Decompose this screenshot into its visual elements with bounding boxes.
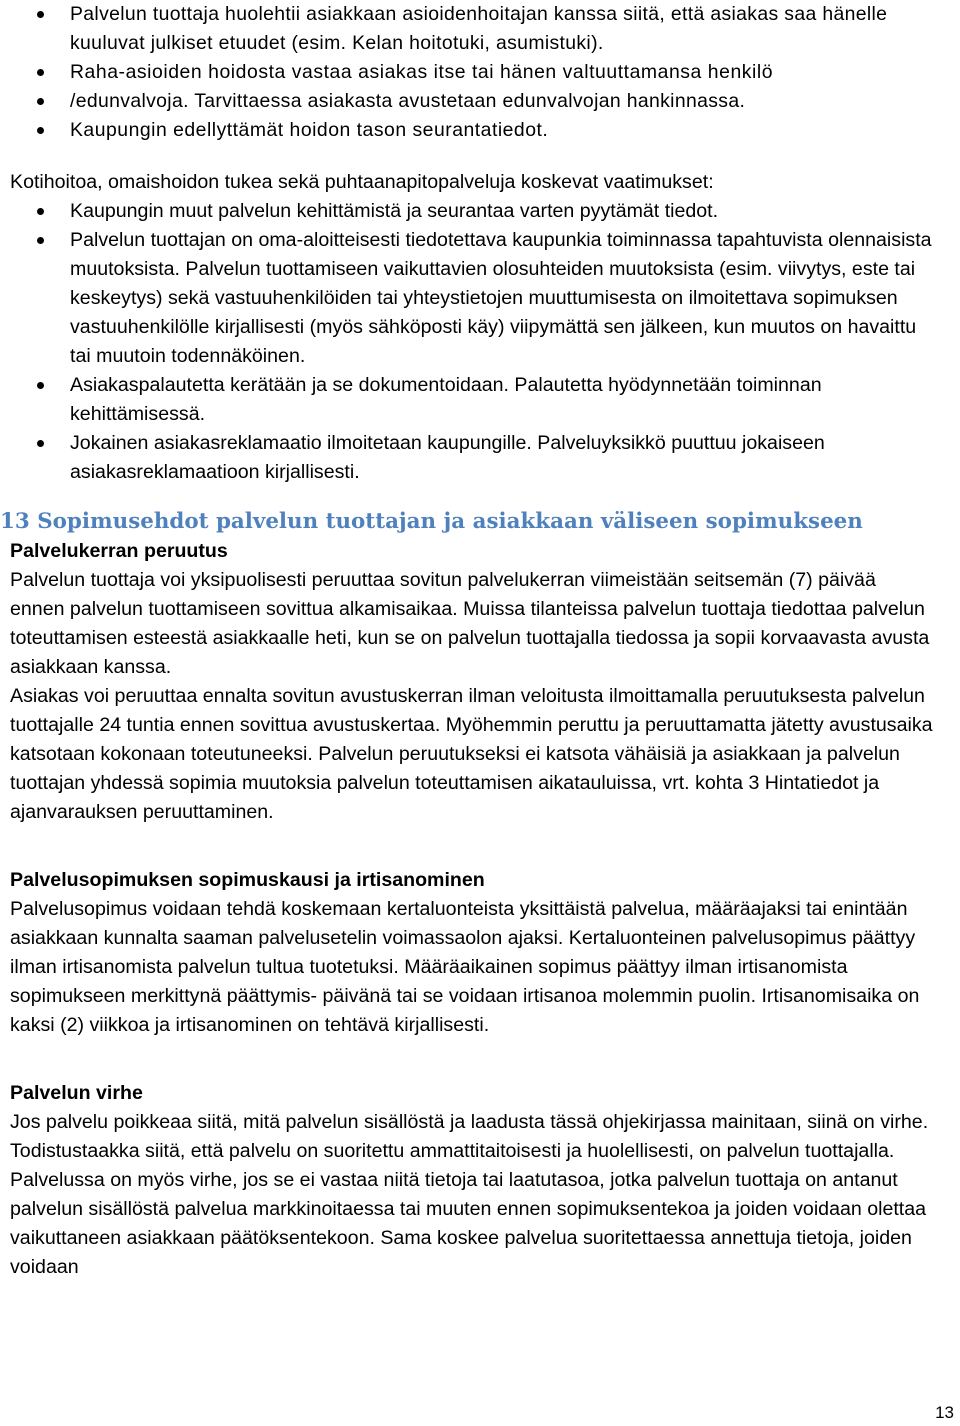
list-item: Raha-asioiden hoidosta vastaa asiakas itse tai hänen valtuuttamansa henkilö bbox=[10, 58, 935, 87]
bullet-list-top bbox=[10, 0, 935, 145]
list-item: Palvelun tuottajan on oma-aloitteisesti tiedotettava kaupunkia toiminnassa tapahtuvista olennaisista muutoksista. Palvelun tuottamiseen vaikuttavien olosuhteiden muutoksista (esim. viivytys, este tai keskeytys) sekä vastuuhenkilöiden tai yhteystietojen muuttumisesta on ilmoitettava sopimuksen vastuuhenkilölle kirjallisesti (myös sähköposti käy) viipymättä sen jälkeen, kun muutos on havaittu tai muutoin todennäköinen. bbox=[10, 226, 935, 371]
list-item: /edunvalvoja. Tarvittaessa asiakasta avustetaan edunvalvojan hankinnassa. bbox=[10, 87, 935, 116]
bullet-icon bbox=[37, 11, 44, 18]
bullet-icon bbox=[37, 440, 44, 447]
bullet-icon bbox=[37, 69, 44, 76]
paragraph: Palvelun tuottaja voi yksipuolisesti peruuttaa sovitun palvelukerran viimeistään seitsemän (7) päivää ennen palvelun tuottamiseen sovittua alkamisaikaa. Muissa tilanteissa palvelun tuottaja tiedottaa palvelun toteuttamisen esteestä asiakkaalle heti, kun se on palvelun tuottajalla tiedossa ja sopii korvaavasta avusta asiakkaan kanssa. bbox=[10, 569, 930, 678]
section-heading: 13 Sopimusehdot palvelun tuottajan ja asiakkaan väliseen sopimukseen bbox=[0, 509, 863, 534]
list-item: Asiakaspalautetta kerätään ja se dokumentoidaan. Palautetta hyödynnetään toiminnan kehittämisessä. bbox=[10, 371, 935, 429]
bullet-icon bbox=[37, 237, 44, 244]
page-number: 13 bbox=[935, 1403, 954, 1422]
bullet-icon bbox=[37, 208, 44, 215]
bullet-list-requirements bbox=[10, 197, 935, 487]
requirements-intro: Kotihoitoa, omaishoidon tukea sekä puhtaanapitopalveluja koskevat vaatimukset: bbox=[10, 171, 714, 193]
bullet-icon bbox=[37, 127, 44, 134]
subheading-cancellation: Palvelukerran peruutus bbox=[10, 540, 228, 562]
list-item: Kaupungin edellyttämät hoidon tason seurantatiedot. bbox=[10, 116, 935, 145]
paragraph: Jos palvelu poikkeaa siitä, mitä palvelun sisällöstä ja laadusta tässä ohjekirjassa mainitaan, siinä on virhe. Todistustaakka siitä, että palvelu on suoritettu ammattitaitoisesti ja huolellisesti, on palvelun tuottajalla. Palvelussa on myös virhe, jos se ei vastaa niitä tietoja tai laatutasoa, jotka palvelun tuottaja on antanut palvelun sisällöstä palvelua markkinoitaessa tai muuten ennen sopimuksentekoa ja joiden voidaan olettaa vaikuttaneen asiakkaan päätöksentekoon. Sama koskee palvelua suoritettaessa annettuja tietoja, joiden voidaan bbox=[10, 1111, 929, 1278]
subheading-contract-period: Palvelusopimuksen sopimuskausi ja irtisanominen bbox=[10, 869, 485, 891]
paragraph: Palvelusopimus voidaan tehdä koskemaan kertaluonteista yksittäistä palvelua, määräajaksi tai enintään asiakkaan kunnalta saaman palvelusetelin voimassaolon ajaksi. Kertaluonteinen palvelusopimus päättyy ilman irtisanomista palvelun tultua tuotetuksi. Määräaikainen sopimus päättyy ilman irtisanomista sopimukseen merkittynä päättymis- päivänä tai se voidaan irtisanoa molemmin puolin. Irtisanomisaika on kaksi (2) viikkoa ja irtisanominen on tehtävä kirjallisesti. bbox=[10, 898, 920, 1036]
list-item: Kaupungin muut palvelun kehittämistä ja seurantaa varten pyytämät tiedot. bbox=[10, 197, 935, 226]
list-item: Jokainen asiakasreklamaatio ilmoitetaan kaupungille. Palveluyksikkö puuttuu jokaiseen asiakasreklamaatioon kirjallisesti. bbox=[10, 429, 935, 487]
bullet-icon bbox=[37, 98, 44, 105]
paragraph: Asiakas voi peruuttaa ennalta sovitun avustuskerran ilman veloitusta ilmoittamalla peruutuksesta palvelun tuottajalle 24 tuntia ennen sovittua avustuskertaa. Myöhemmin peruttu ja peruuttamatta jätetty avustusaika katsotaan kokonaan toteutuneeksi. Palvelun peruutukseksi ei katsota vähäisiä ja asiakkaan ja palvelun tuottajan yhdessä sopimia muutoksia palvelun toteuttamisen aikatauluissa, vrt. kohta 3 Hintatiedot ja ajanvarauksen peruuttaminen. bbox=[10, 685, 933, 823]
list-item: Palvelun tuottaja huolehtii asiakkaan asioidenhoitajan kanssa siitä, että asiakas saa hänelle kuuluvat julkiset etuudet (esim. Kelan hoitotuki, asumistuki). bbox=[10, 0, 935, 58]
subheading-service-defect: Palvelun virhe bbox=[10, 1082, 143, 1104]
bullet-icon bbox=[37, 382, 44, 389]
